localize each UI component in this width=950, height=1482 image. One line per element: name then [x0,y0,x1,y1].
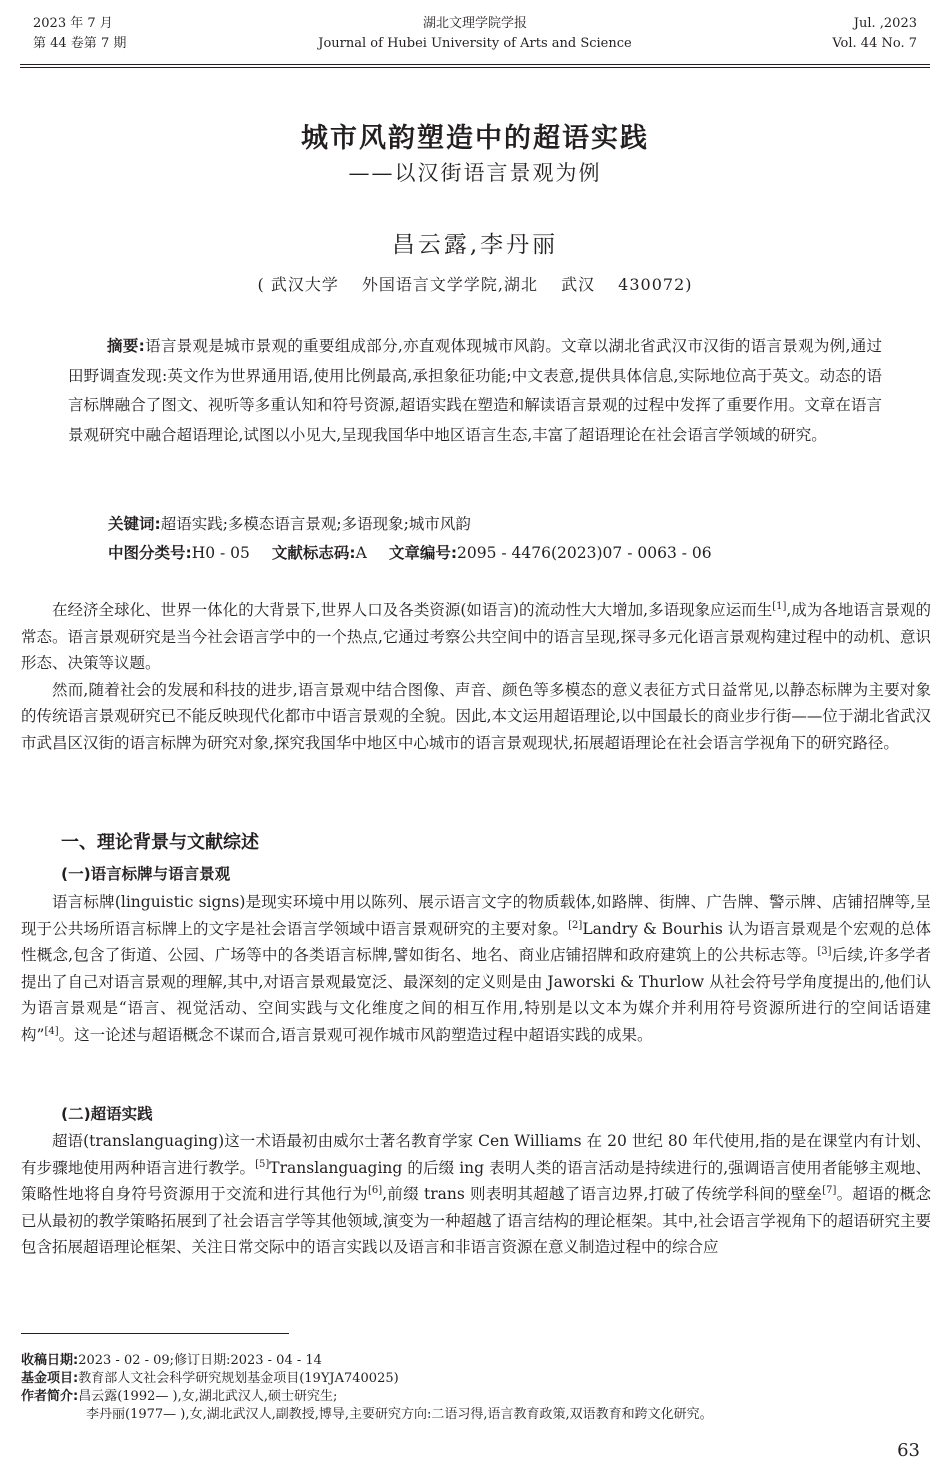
clc-value: H0 - 05 [191,544,250,562]
body-intro [21,597,931,756]
keywords-text: 超语实践;多模态语言景观;多语现象;城市风韵 [160,515,471,533]
header-volume-cn: 第 44 卷第 7 期 [33,36,127,51]
paragraph-3-text-a: 语言标牌(linguistic signs)是现实环境中用以陈列、展示语言文字的物质载体,如路牌、街牌、广告牌、警示牌、店铺招牌等,呈现于公共场所语言标牌上的文字是社会语言学领域中语言景观研究的主要对象。 [21,893,931,938]
section-heading-1: 一、理论背景与文献综述 [61,832,259,853]
paragraph-3-text-d: 。这一论述与超语概念不谋而合,语言景观可视作城市风韵塑造过程中超语实践的成果。 [58,1025,653,1044]
article-authors: 昌云露,李丹丽 [391,232,559,258]
citation-4[interactable]: [4] [44,1025,59,1037]
subsection-heading-1: (一)语言标牌与语言景观 [61,865,231,883]
page-number: 63 [897,1440,920,1461]
received-value: 2023 - 02 - 09;修订日期:2023 - 04 - 14 [78,1353,322,1368]
clc-label: 中图分类号: [108,544,192,562]
citation-7[interactable]: [7] [822,1184,837,1196]
citation-1[interactable]: [1] [772,600,787,612]
paragraph-4-text-a: 超语(translanguaging)这一术语最初由威尔士著名教育学家 Cen Williams 在 20 世纪 80 年代使用,指的是在课堂内有计划、有步骤地使用两种语言进行教学。 [21,1132,931,1177]
header-rule-bottom [20,67,930,68]
header-date-en: Jul. ,2023 [853,16,917,31]
footnote-rule [21,1333,289,1334]
fund-info [21,1370,931,1388]
journal-name-en: Journal of Hubei University of Arts and Science [318,36,632,51]
fund-value: 教育部人文社会科学研究规划基金项目(19YJA740025) [78,1371,399,1386]
paragraph-3 [21,889,931,1048]
footnotes [21,1352,931,1424]
received-label: 收稿日期: [21,1353,79,1368]
body-section-1 [21,889,931,1048]
abstract-label: 摘要: [106,337,145,355]
paragraph-1 [21,597,931,677]
keywords [108,510,888,539]
paragraph-4-text-b: Translanguaging 的后缀 ing 表明人类的语言活动是持续进行的,强调语言使用者能够主观地、策略性地将自身符号资源用于交流和进行其他行为 [21,1158,932,1203]
header-center [0,14,950,54]
paragraph-1-text-b: ,成为各地语言景观的常态。语言景观研究是当今社会语言学中的一个热点,它通过考察公共空间中的语言呈现,探寻多元化语言景观构建过程中的动机、意识形态、决策等议题。 [21,601,931,672]
citation-6[interactable]: [6] [367,1184,383,1196]
citation-5[interactable]: [5] [255,1158,270,1170]
fund-label: 基金项目: [21,1371,79,1386]
author-affiliation: ( 武汉大学 外国语言文学学院,湖北 武汉 430072) [257,275,693,294]
citation-3[interactable]: [3] [817,945,832,957]
header-date-cn: 2023 年 7 月 [33,16,113,31]
paragraph-3-text-b: Landry & Bourhis 认为语言景观是个宏观的总体性概念,包含了街道、公园、广场等中的各类语言标牌,譬如街名、地名、商业店铺招牌和政府建筑上的公共标志等。 [21,919,931,964]
paragraph-4-text-c: ,前缀 trans 则表明其超越了语言边界,打破了传统学科间的壁垒 [382,1185,823,1203]
paragraph-3-text-c: 后续,许多学者提出了自己对语言景观的理解,其中,对语言景观最宽泛、最深刻的定义则是由 Jaworski & Thurlow 从社会符号学角度提出的,他们认为语言景观是“语言、视觉活动、空间实践与文化维度之间的相互作用,特别是以文本为媒介并利用符号资源所进行的空间话语建构” [21,946,931,1044]
author-bio [21,1388,931,1406]
bio-value-1: 昌云露(1992— ),女,湖北武汉人,硕士研究生; [78,1389,338,1404]
header-rule-top [20,64,930,65]
paragraph-2: 然而,随着社会的发展和科技的进步,语言景观中结合图像、声音、颜色等多模态的意义表征方式日益常见,以静态标牌为主要对象的传统语言景观研究已不能反映现代化都市中语言景观的全貌。因此,本文运用超语理论,以中国最长的商业步行街——位于湖北省武汉市武昌区汉街的语言标牌为研究对象,探究我国华中地区中心城市的语言景观现状,拓展超语理论在社会语言学视角下的研究路径。 [21,680,931,752]
article-title: 城市风韵塑造中的超语实践 [301,123,649,154]
article-subtitle: ——以汉街语言景观为例 [348,161,602,185]
author-bio-2: 李丹丽(1977— ),女,湖北武汉人,副教授,博导,主要研究方向:二语习得,语言教育政策,双语教育和跨文化研究。 [86,1407,713,1422]
doc-code-label: 文献标志码: [271,544,356,562]
abstract [68,332,882,450]
abstract-text: 语言景观是城市景观的重要组成部分,亦直观体现城市风韵。文章以湖北省武汉市汉街的语言景观为例,通过田野调查发现:英文作为世界通用语,使用比例最高,承担象征功能;中文表意,提供具体信息,实际地位高于英文。动态的语言标牌融合了图文、视听等多重认知和符号资源,超语实践在塑造和解读语言景观的过程中发挥了重要作用。文章在语言景观研究中融合超语理论,试图以小见大,呈现我国华中地区语言生态,丰富了超语理论在社会语言学领域的研究。 [68,337,882,444]
paragraph-4-text-d: 。超语的概念已从最初的教学策略拓展到了社会语言学等其他领域,演变为一种超越了语言结构的理论框架。其中,社会语言学视角下的超语研究主要包含拓展超语理论框架、关注日常交际中的语言实践以及语言和非语言资源在意义制造过程中的综合应 [21,1185,931,1256]
article-number-value: 2095 - 4476(2023)07 - 0063 - 06 [457,544,712,562]
body-section-2 [21,1128,931,1261]
header-volume-en: Vol. 44 No. 7 [832,36,917,51]
received-dates [21,1352,931,1370]
paragraph-1-text-a: 在经济全球化、世界一体化的大背景下,世界人口及各类资源(如语言)的流动性大大增加,多语现象应运而生 [52,601,773,619]
classification-line [108,539,888,568]
article-number-label: 文章编号: [388,544,458,562]
header-right [832,14,917,54]
paragraph-4 [21,1128,931,1261]
journal-name-cn: 湖北文理学院学报 [422,16,527,31]
subsection-heading-2: (二)超语实践 [61,1105,153,1123]
keywords-label: 关键词: [108,515,161,533]
citation-2[interactable]: [2] [568,919,583,931]
bio-label: 作者简介: [21,1389,79,1404]
doc-code-value: A [355,544,367,562]
